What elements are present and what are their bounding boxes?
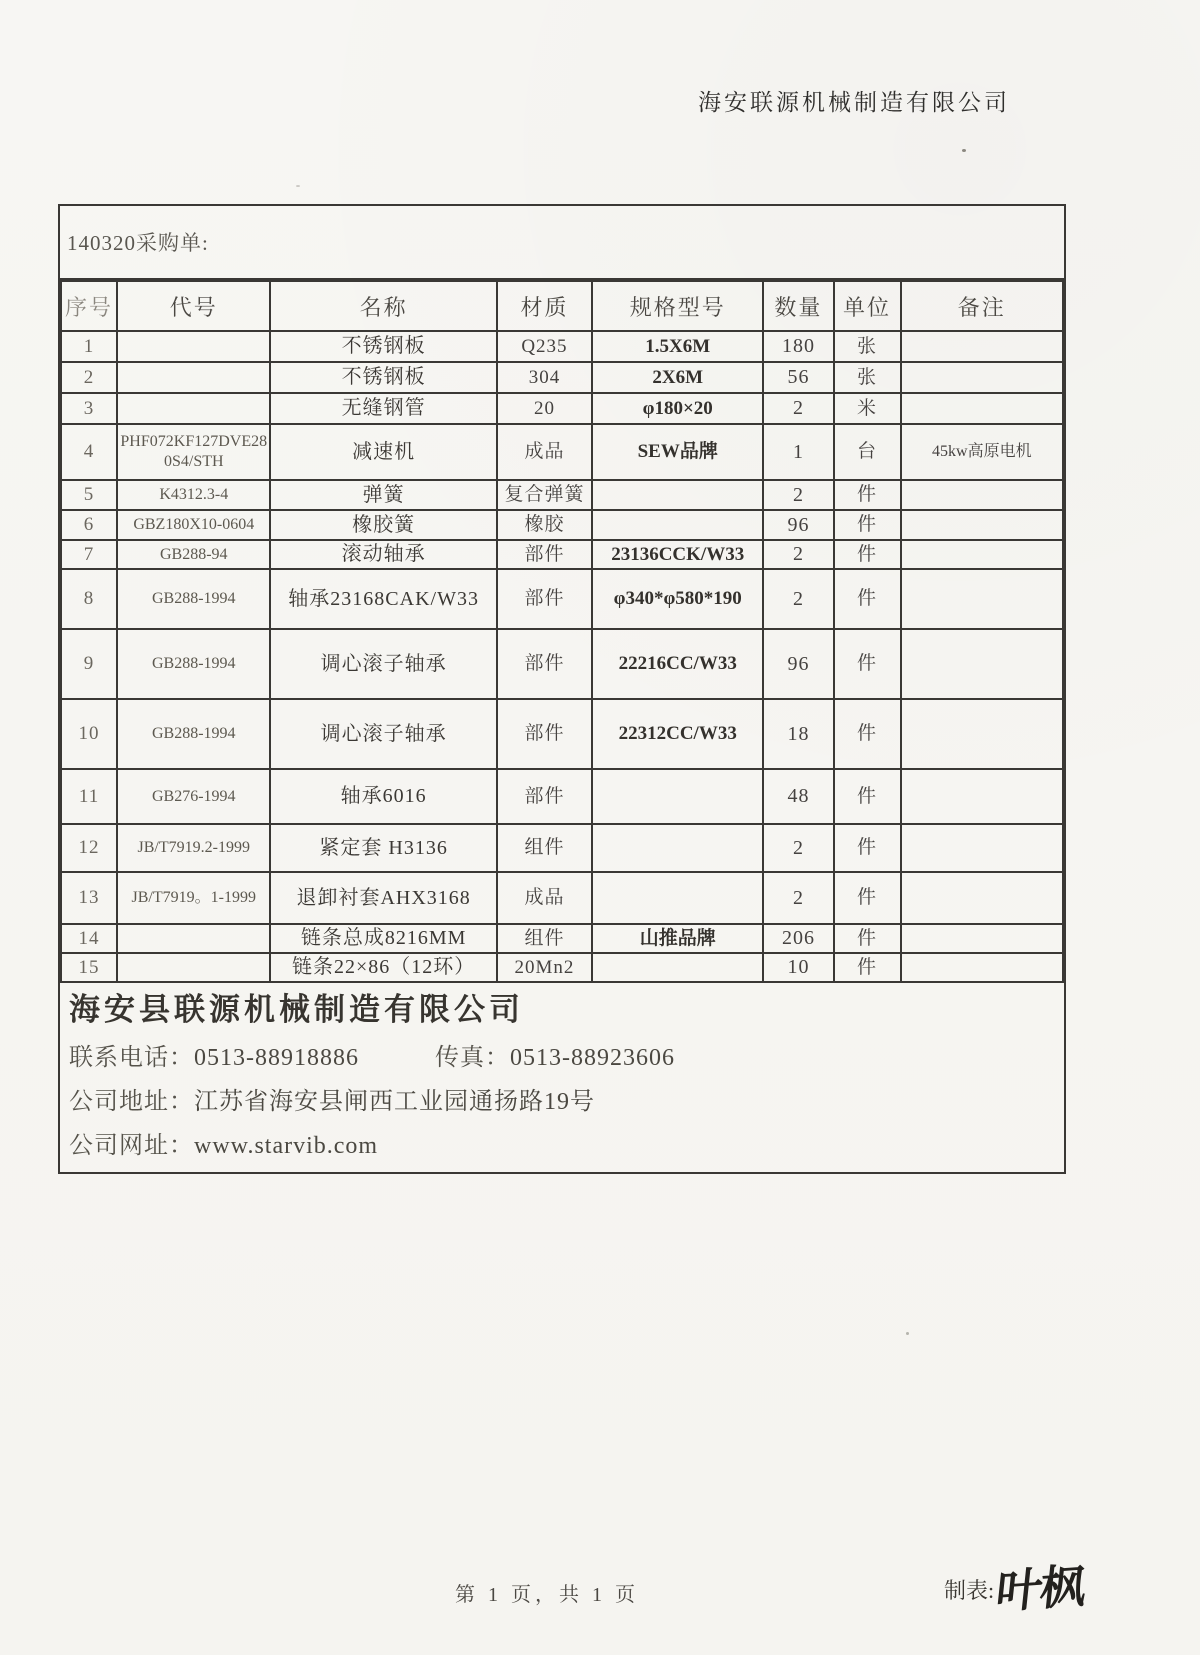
table-row — [61, 953, 1063, 982]
table-row — [61, 699, 1063, 769]
table-cell: 减速机 — [270, 424, 496, 480]
table-cell: 96 — [763, 629, 833, 699]
table-cell: 组件 — [497, 924, 592, 953]
table-row — [61, 872, 1063, 924]
table-cell: 不锈钢板 — [270, 331, 496, 362]
table-cell — [592, 480, 763, 510]
table-cell: 调心滚子轴承 — [270, 699, 496, 769]
website-label: 公司网址： — [69, 1133, 194, 1160]
table-cell: 2X6M — [592, 362, 763, 393]
header-cell: 代号 — [117, 281, 270, 331]
table-cell — [901, 629, 1063, 699]
table-body — [61, 331, 1063, 982]
table-cell: 10 — [763, 953, 833, 982]
table-cell: PHF072KF127DVE280S4/STH — [117, 424, 270, 480]
contact-website-line — [69, 1125, 1054, 1160]
table-cell — [117, 393, 270, 424]
table-cell: 12 — [61, 824, 117, 872]
table-cell: 2 — [763, 824, 833, 872]
table-cell — [592, 872, 763, 924]
table-cell: GB288-1994 — [117, 569, 270, 629]
table-cell: 件 — [834, 629, 901, 699]
header-row — [61, 281, 1063, 331]
table-cell: 20Mn2 — [497, 953, 592, 982]
table-cell: 1.5X6M — [592, 331, 763, 362]
table-cell: 2 — [763, 872, 833, 924]
table-cell: GBZ180X10-0604 — [117, 510, 270, 540]
header-cell: 名称 — [270, 281, 496, 331]
table-cell: 7 — [61, 540, 117, 569]
contact-address-line — [69, 1081, 1054, 1116]
table-cell: 3 — [61, 393, 117, 424]
table-row — [61, 924, 1063, 953]
table-cell: 部件 — [497, 540, 592, 569]
table-cell: 复合弹簧 — [497, 480, 592, 510]
table-cell — [592, 510, 763, 540]
table-cell: 8 — [61, 569, 117, 629]
table-cell: 96 — [763, 510, 833, 540]
table-cell: 山推品牌 — [592, 924, 763, 953]
table-cell: 2 — [763, 480, 833, 510]
items-table — [60, 280, 1064, 983]
table-cell — [901, 769, 1063, 824]
table-cell: 48 — [763, 769, 833, 824]
address-value: 江苏省海安县闸西工业园通扬路19号 — [194, 1089, 595, 1116]
table-cell: 部件 — [497, 699, 592, 769]
table-cell: 13 — [61, 872, 117, 924]
table-cell: 11 — [61, 769, 117, 824]
scan-speck — [962, 149, 966, 152]
table-header — [61, 281, 1063, 331]
contact-company-name: 海安县联源机械制造有限公司 — [69, 992, 524, 1027]
table-cell: 轴承6016 — [270, 769, 496, 824]
table-cell: 1 — [763, 424, 833, 480]
table-cell: 23136CCK/W33 — [592, 540, 763, 569]
document-title: 140320采购单: — [60, 206, 1064, 280]
table-cell — [901, 699, 1063, 769]
table-cell — [117, 331, 270, 362]
table-cell: 件 — [834, 924, 901, 953]
table-cell: 部件 — [497, 569, 592, 629]
table-row — [61, 629, 1063, 699]
header-cell: 材质 — [497, 281, 592, 331]
table-cell: φ180×20 — [592, 393, 763, 424]
table-cell: 台 — [834, 424, 901, 480]
table-cell: 件 — [834, 569, 901, 629]
table-cell: 45kw高原电机 — [901, 424, 1063, 480]
table-cell: 链条总成8216MM — [270, 924, 496, 953]
table-cell — [901, 331, 1063, 362]
table-cell: 不锈钢板 — [270, 362, 496, 393]
table-cell: 张 — [834, 331, 901, 362]
table-cell: 部件 — [497, 629, 592, 699]
table-cell: 件 — [834, 699, 901, 769]
table-cell: JB/T7919.2-1999 — [117, 824, 270, 872]
table-cell: 弹簧 — [270, 480, 496, 510]
table-cell: GB288-94 — [117, 540, 270, 569]
table-cell: 件 — [834, 769, 901, 824]
maker-signature: 叶枫 — [993, 1560, 1087, 1619]
table-row — [61, 569, 1063, 629]
table-cell: K4312.3-4 — [117, 480, 270, 510]
table-cell: 1 — [61, 331, 117, 362]
table-row — [61, 769, 1063, 824]
header-cell: 数量 — [763, 281, 833, 331]
table-row — [61, 540, 1063, 569]
table-cell: 紧定套 H3136 — [270, 824, 496, 872]
table-cell — [117, 953, 270, 982]
table-cell: 成品 — [497, 872, 592, 924]
table-cell — [901, 510, 1063, 540]
header-cell: 单位 — [834, 281, 901, 331]
table-cell — [901, 953, 1063, 982]
table-cell — [592, 769, 763, 824]
table-cell: 调心滚子轴承 — [270, 629, 496, 699]
table-row — [61, 824, 1063, 872]
table-cell: 组件 — [497, 824, 592, 872]
table-cell: 6 — [61, 510, 117, 540]
table-cell: 304 — [497, 362, 592, 393]
table-cell: 15 — [61, 953, 117, 982]
table-cell: 部件 — [497, 769, 592, 824]
contact-phone-line — [69, 1037, 1054, 1072]
table-cell: 2 — [763, 569, 833, 629]
table-cell: 件 — [834, 510, 901, 540]
table-cell — [592, 824, 763, 872]
table-cell: 件 — [834, 824, 901, 872]
table-cell: 橡胶簧 — [270, 510, 496, 540]
table-cell — [901, 569, 1063, 629]
header-cell: 规格型号 — [592, 281, 763, 331]
table-cell: 206 — [763, 924, 833, 953]
maker-block — [944, 1560, 1087, 1619]
table-cell — [901, 872, 1063, 924]
table-cell: 件 — [834, 480, 901, 510]
table-cell: 22216CC/W33 — [592, 629, 763, 699]
table-cell: 米 — [834, 393, 901, 424]
contact-block — [60, 983, 1064, 1172]
table-cell — [901, 824, 1063, 872]
table-cell — [901, 480, 1063, 510]
table-cell: 56 — [763, 362, 833, 393]
fax-label: 传真： — [435, 1045, 510, 1072]
header-cell: 序号 — [61, 281, 117, 331]
page-number: 第 1 页，共 1 页 — [455, 1584, 639, 1606]
company-header: 海安联源机械制造有限公司 — [698, 90, 1010, 115]
table-cell: 轴承23168CAK/W33 — [270, 569, 496, 629]
table-cell: 18 — [763, 699, 833, 769]
table-cell: 橡胶 — [497, 510, 592, 540]
table-cell: 10 — [61, 699, 117, 769]
table-cell: SEW品牌 — [592, 424, 763, 480]
table-cell: 滚动轴承 — [270, 540, 496, 569]
table-cell: 180 — [763, 331, 833, 362]
table-cell: 件 — [834, 872, 901, 924]
table-row — [61, 480, 1063, 510]
scan-speck — [296, 185, 300, 187]
table-cell: 退卸衬套AHX3168 — [270, 872, 496, 924]
table-cell: 5 — [61, 480, 117, 510]
table-cell: 9 — [61, 629, 117, 699]
table-row — [61, 331, 1063, 362]
table-cell: 22312CC/W33 — [592, 699, 763, 769]
purchase-order-sheet — [58, 204, 1066, 1174]
table-cell: 2 — [763, 540, 833, 569]
table-cell: JB/T7919。1-1999 — [117, 872, 270, 924]
table-cell: 张 — [834, 362, 901, 393]
table-cell: Q235 — [497, 331, 592, 362]
table-cell: GB276-1994 — [117, 769, 270, 824]
table-cell — [901, 393, 1063, 424]
table-row — [61, 393, 1063, 424]
table-cell — [117, 362, 270, 393]
table-cell — [117, 924, 270, 953]
table-cell: 件 — [834, 540, 901, 569]
table-cell — [901, 540, 1063, 569]
table-cell: 4 — [61, 424, 117, 480]
table-cell — [592, 953, 763, 982]
phone-label: 联系电话： — [69, 1045, 194, 1072]
table-cell: 件 — [834, 953, 901, 982]
table-cell: φ340*φ580*190 — [592, 569, 763, 629]
maker-label: 制表: — [944, 1578, 995, 1603]
table-cell: 14 — [61, 924, 117, 953]
table-cell: GB288-1994 — [117, 629, 270, 699]
phone-value: 0513-88918886 — [194, 1045, 359, 1072]
table-cell: 无缝钢管 — [270, 393, 496, 424]
header-cell: 备注 — [901, 281, 1063, 331]
table-cell: GB288-1994 — [117, 699, 270, 769]
table-cell: 成品 — [497, 424, 592, 480]
table-cell — [901, 924, 1063, 953]
table-cell: 链条22×86（12环） — [270, 953, 496, 982]
website-value: www.starvib.com — [194, 1133, 379, 1160]
table-cell: 20 — [497, 393, 592, 424]
table-row — [61, 424, 1063, 480]
scan-speck — [906, 1332, 909, 1335]
table-cell — [901, 362, 1063, 393]
table-row — [61, 362, 1063, 393]
fax-value: 0513-88923606 — [510, 1045, 675, 1072]
table-row — [61, 510, 1063, 540]
table-cell: 2 — [763, 393, 833, 424]
address-label: 公司地址： — [69, 1089, 194, 1116]
table-cell: 2 — [61, 362, 117, 393]
